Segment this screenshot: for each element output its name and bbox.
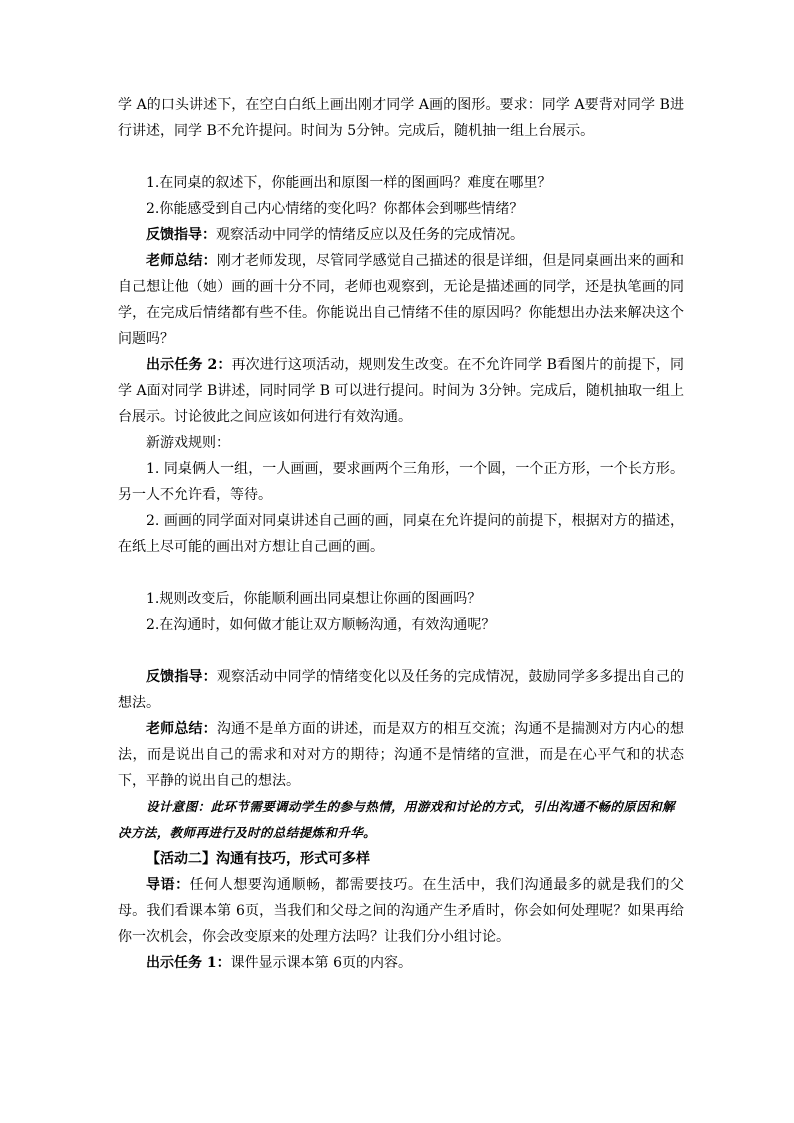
summary-text: 刚才老师发现，尽管同学感觉自己描述的很是详细，但是同桌画出来的画和自己想让他（她）画的画十分不同，老师也观察到，无论是描述画的同学，还是执笔画的同学，在完成后情绪都有些不佳。你能说出自己情绪不佳的原因吗？你能想出办法来解决这个问题吗？ [118,253,684,347]
feedback-text: 观察活动中同学的情绪变化以及任务的完成情况，鼓励同学多多提出自己的想法。 [118,669,684,711]
document-body [118,92,684,976]
introduction [118,872,684,950]
task-2 [118,352,684,430]
question-2: 2.你能感受到自己内心情绪的变化吗？你都体会到哪些情绪？ [146,201,524,217]
paragraph-task-continuation: 学 A的口头讲述下，在空白白纸上画出刚才同学 A画的图形。要求：同学 A要背对同学 B进行讲述，同学 B不允许提问。时间为 5分钟。完成后，随机抽一组上台展示。 [118,97,684,139]
feedback-label: 反馈指导： [146,669,217,685]
task-1-text: 课件显示课本第 6页的内容。 [230,955,412,971]
activity-2-heading: 【活动二】沟通有技巧，形式可多样 [146,851,370,867]
intro-label: 导语： [146,877,190,893]
spacer [118,144,684,170]
teacher-summary-1 [118,248,684,352]
feedback-guidance-1 [118,222,684,248]
spacer [118,560,684,586]
task-2-label: 出示任务 2： [146,357,232,373]
feedback-text: 观察活动中同学的情绪反应以及任务的完成情况。 [216,227,524,243]
rule-1: 1. 同桌俩人一组，一人画画，要求画两个三角形，一个圆，一个正方形，一个长方形。另一人不允许看，等待。 [118,461,684,503]
spacer [118,638,684,664]
task-2-text: 再次进行这项活动，规则发生改变。在不允许同学 B看图片的前提下，同学 A面对同学 B讲述，同时同学 B 可以进行提问。时间为 3分钟。完成后，随机抽取一组上台展示。讨论彼此之间应该如何进行有效沟通。 [118,357,684,425]
question-4: 2.在沟通时，如何做才能让双方顺畅沟通，有效沟通呢？ [146,617,496,633]
feedback-guidance-2 [118,664,684,716]
design-intent: 设计意图：此环节需要调动学生的参与热情，用游戏和讨论的方式，引出沟通不畅的原因和解决方法，教师再进行及时的总结提炼和升华。 [118,799,675,840]
task-1 [118,950,684,976]
feedback-label: 反馈指导： [146,227,216,243]
summary-text: 沟通不是单方面的讲述，而是双方的相互交流；沟通不是揣测对方内心的想法，而是说出自己的需求和对对方的期待；沟通不是情绪的宣泄，而是在心平气和的状态下，平静的说出自己的想法。 [118,721,684,789]
summary-label: 老师总结： [146,253,217,269]
question-3: 1.规则改变后，你能顺利画出同桌想让你画的图画吗？ [146,591,482,607]
rule-2: 2. 画画的同学面对同桌讲述自己画的画，同桌在允许提问的前提下，根据对方的描述，在纸上尽可能的画出对方想让自己画的画。 [118,513,684,555]
task-1-label: 出示任务 1： [146,955,231,971]
teacher-summary-2 [118,716,684,794]
new-rules-title: 新游戏规则： [146,435,230,451]
question-1: 1.在同桌的叙述下，你能画出和原图一样的图画吗？难度在哪里？ [146,175,552,191]
summary-label: 老师总结： [146,721,217,737]
intro-text: 任何人想要沟通顺畅，都需要技巧。在生活中，我们沟通最多的就是我们的父母。我们看课本第 6页，当我们和父母之间的沟通产生矛盾时，你会如何处理呢？如果再给你一次机会，你会改变原来的处理方法吗？让我们分小组讨论。 [118,877,685,945]
